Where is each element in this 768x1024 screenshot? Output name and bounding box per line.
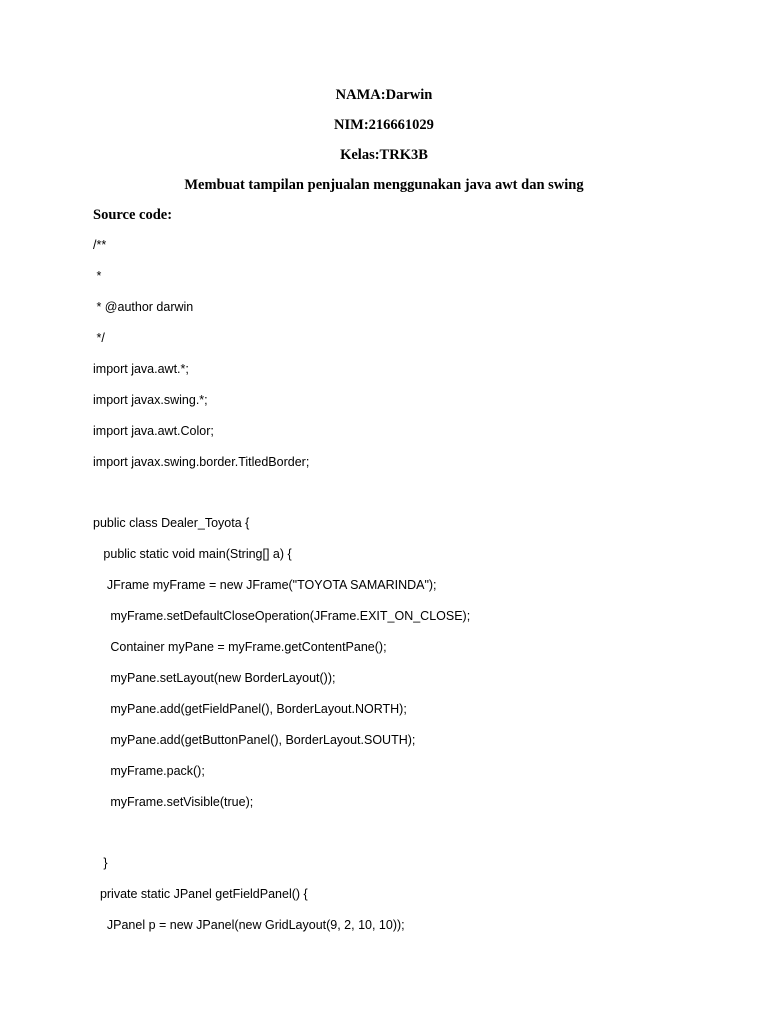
code-line: public class Dealer_Toyota { [93, 516, 250, 530]
code-line: myFrame.setDefaultCloseOperation(JFrame.EXIT_ON_CLOSE); [93, 609, 471, 623]
code-line: /** [93, 238, 107, 252]
code-line: myPane.add(getFieldPanel(), BorderLayout.NORTH); [93, 702, 407, 716]
student-class: Kelas:TRK3B [340, 147, 428, 163]
code-line: import javax.swing.*; [93, 393, 208, 407]
code-line: } [93, 856, 108, 870]
student-nim: NIM:216661029 [334, 117, 434, 133]
code-line: JFrame myFrame = new JFrame("TOYOTA SAMARINDA"); [93, 578, 437, 592]
code-line: myFrame.pack(); [93, 764, 205, 778]
code-line: import javax.swing.border.TitledBorder; [93, 455, 310, 469]
code-line: JPanel p = new JPanel(new GridLayout(9, 2, 10, 10)); [93, 918, 405, 932]
code-line: public static void main(String[] a) { [93, 547, 292, 561]
code-line: Container myPane = myFrame.getContentPane(); [93, 640, 387, 654]
code-line: myPane.add(getButtonPanel(), BorderLayout.SOUTH); [93, 733, 416, 747]
source-code-label: Source code: [93, 207, 173, 223]
code-line: */ [93, 331, 105, 345]
code-line: myFrame.setVisible(true); [93, 795, 254, 809]
code-line: myPane.setLayout(new BorderLayout()); [93, 671, 336, 685]
code-line: * [93, 269, 102, 283]
code-line: import java.awt.*; [93, 362, 189, 376]
code-line: import java.awt.Color; [93, 424, 214, 438]
code-line: * @author darwin [93, 300, 194, 314]
code-line: private static JPanel getFieldPanel() { [93, 887, 308, 901]
student-name: NAMA:Darwin [335, 87, 433, 103]
document-title: Membuat tampilan penjualan menggunakan java awt dan swing [184, 177, 584, 193]
